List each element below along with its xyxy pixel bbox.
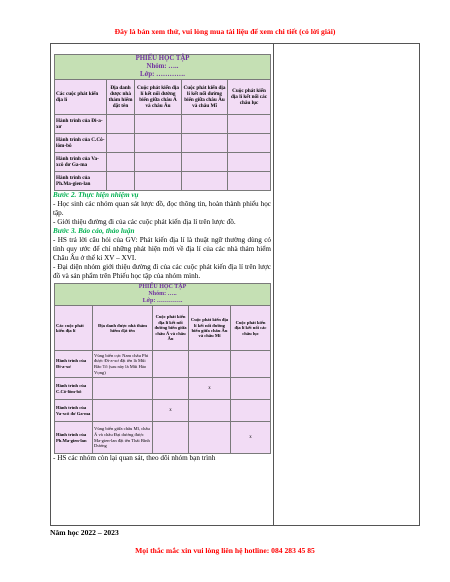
left-column xyxy=(52,44,271,463)
mark-cell: x xyxy=(153,400,189,422)
worksheet-heading xyxy=(55,55,271,80)
col-header: Cuộc phát kiến địa lí kết nối đường biển giữa châu Á và châu Âu xyxy=(135,80,182,115)
row-label: Hành trình của Va-xcô đơ Ga-ma xyxy=(55,153,107,172)
mark-cell xyxy=(153,422,189,454)
col-header: Cuộc phát kiến địa lí kết nối đường biển giữa châu Á và châu Âu xyxy=(153,306,189,351)
worksheet-class: Lớp: …………. xyxy=(142,298,183,304)
worksheet-heading xyxy=(55,284,271,306)
worksheet-group: Nhóm: ….. xyxy=(148,291,177,297)
col-header: Các cuộc phát kiến địa lí xyxy=(55,306,93,351)
place-cell xyxy=(93,400,153,422)
mark-cell xyxy=(231,378,271,400)
mark-cell xyxy=(153,351,189,378)
step3-paragraph: - HS trả lời câu hỏi của GV: Phát kiến địa lí là thuật ngữ thường dùng có tính quy ước để chỉ những phát hiện mới về địa lí của các nhà thám hiểm Châu Âu ở thế kỉ XV – XVI. xyxy=(53,236,271,262)
col-header: Cuộc phát kiến địa lí kết nối các châu lục xyxy=(231,306,271,351)
col-header: Cuộc phát kiến địa lí kết nối đường biển giữa châu Âu và châu Mĩ xyxy=(189,306,231,351)
row-label: Hành trình của Đi-a-xơ xyxy=(55,115,107,134)
col-header: Địa danh được nhà thám hiểm đặt tên xyxy=(107,80,135,115)
closing-paragraph: - HS các nhóm còn lại quan sát, theo dõi nhóm bạn trình xyxy=(53,454,216,462)
mark-cell xyxy=(153,378,189,400)
worksheet-title: PHIẾU HỌC TẬP xyxy=(135,55,190,62)
row-label: Hành trình của Đi-a-xơ xyxy=(55,351,93,378)
step2-title: Bước 2. Thực hiện nhiệm vụ xyxy=(53,191,139,199)
place-cell xyxy=(93,378,153,400)
mark-cell xyxy=(189,422,231,454)
row-label: Hành trình của Ph.Ma-gien-lan xyxy=(55,422,93,454)
step2-paragraph: - Giới thiệu đường đi của các cuộc phát kiến địa lí trên lược đồ. xyxy=(53,218,236,226)
worksheet-title: PHIẾU HỌC TẬP xyxy=(138,284,187,290)
bottom-banner: Mọi thắc mắc xin vui lòng liên hệ hotline: 084 283 45 85 xyxy=(135,546,315,555)
mark-cell: x xyxy=(231,422,271,454)
worksheet-class: Lớp: …………. xyxy=(140,71,185,78)
worksheet-table-empty xyxy=(54,54,271,191)
row-label: Hành trình của Va-xcô đơ Ga-ma xyxy=(55,400,93,422)
mark-cell xyxy=(189,351,231,378)
top-banner: Đây là bản xem thử, vui lòng mua tài liệu để xem chi tiết (có lời giải) xyxy=(114,27,336,36)
place-cell: Vùng biển cực Nam châu Phi được Đi-a-xơ đặt tên là Mũi Bão Tố (sau này là Mũi Hảo Vọng) xyxy=(93,351,153,378)
row-label: Hành trình của Ph.Ma-gien-lan xyxy=(55,172,107,191)
column-divider xyxy=(273,43,274,526)
row-label: Hành trình của C.Cô-lôm-bô xyxy=(55,134,107,153)
mark-cell: x xyxy=(189,378,231,400)
worksheet-table-filled xyxy=(54,283,271,454)
col-header: Cuộc phát kiến địa lí kết nối các châu lục xyxy=(228,80,271,115)
worksheet-group: Nhóm: ….. xyxy=(146,63,179,70)
mark-cell xyxy=(189,400,231,422)
row-label: Hành trình của C.Cô-lôm-bô xyxy=(55,378,93,400)
col-header: Địa danh được nhà thám hiểm đặt tên xyxy=(93,306,153,351)
step3-paragraph: - Đại diện nhóm giới thiệu đường đi của các cuộc phát kiến địa lí trên lược đồ và sản phẩm trên Phiếu học tập của nhóm mình. xyxy=(53,263,271,280)
col-header: Cuộc phát kiến địa lí kết nối đường biển giữa châu Âu và châu Mĩ xyxy=(182,80,228,115)
step2-paragraph: - Học sinh các nhóm quan sát lược đồ, đọc thông tin, hoàn thành phiếu học tập. xyxy=(53,200,271,217)
step3-title: Bước 3. Báo cáo, thảo luận xyxy=(53,227,135,235)
col-header: Các cuộc phát kiến địa lí xyxy=(55,80,107,115)
mark-cell xyxy=(231,400,271,422)
place-cell: Vùng biển giữa châu Mĩ, châu Á và châu Đại dương được Ma-gien-lan đặt tên Thái Bình Dương xyxy=(93,422,153,454)
mark-cell xyxy=(231,351,271,378)
school-year: Năm học 2022 – 2023 xyxy=(50,528,119,537)
